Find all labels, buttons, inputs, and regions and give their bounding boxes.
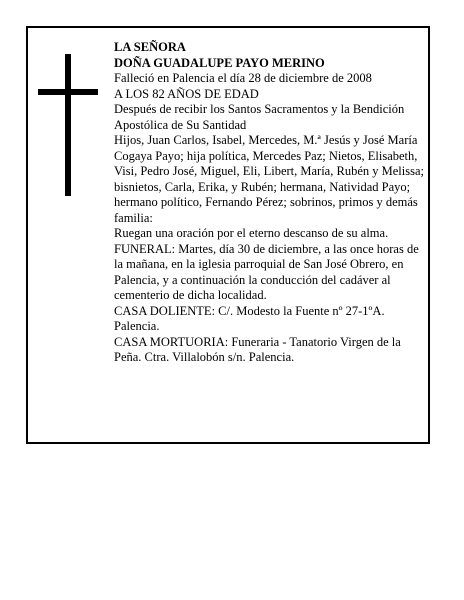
notice-text (114, 40, 424, 366)
deceased-name: DOÑA GUADALUPE PAYO MERINO (114, 55, 325, 70)
casa-doliente-line: CASA DOLIENTE: C/. Modesto la Fuente nº 27-1ºA. Palencia. (114, 303, 385, 333)
deceased-title: LA SEÑORA (114, 40, 186, 54)
age-line: A LOS 82 AÑOS DE EDAD (114, 86, 259, 101)
funeral-paragraph: FUNERAL: Martes, día 30 de diciembre, a las once horas de la mañana, en la iglesia parroquial de San José Obrero, en Palencia, y a continuación la conducción del cadáver al cementerio de dicha localidad. (114, 241, 419, 302)
cross-horizontal-bar (38, 89, 98, 95)
sacraments-paragraph: Después de recibir los Santos Sacramentos y la Bendición Apostólica de Su Santidad (114, 102, 405, 132)
prayer-line: Ruegan una oración por el eterno descanso de su alma. (114, 226, 389, 240)
death-date-line: Falleció en Palencia el día 28 de diciembre de 2008 (114, 71, 372, 85)
cross-vertical-bar (65, 54, 71, 196)
latin-cross-icon (38, 54, 98, 196)
obituary-notice (26, 26, 430, 444)
casa-mortuoria-line: CASA MORTUORIA: Funeraria - Tanatorio Virgen de la Peña. Ctra. Villalobón s/n. Palencia. (114, 334, 401, 364)
family-paragraph: Hijos, Juan Carlos, Isabel, Mercedes, M.ª Jesús y José María Cogaya Payo; hija política, Mercedes Paz; Nietos, Elisabeth, Visi, Pedro José, Miguel, Eli, Libert, María, Rubén y Melissa; bisnietos, Carla, Erika, y Rubén; hermana, Natividad Payo; hermano político, Fernando Pérez; sobrinos, primos y demás familia: (114, 133, 424, 225)
